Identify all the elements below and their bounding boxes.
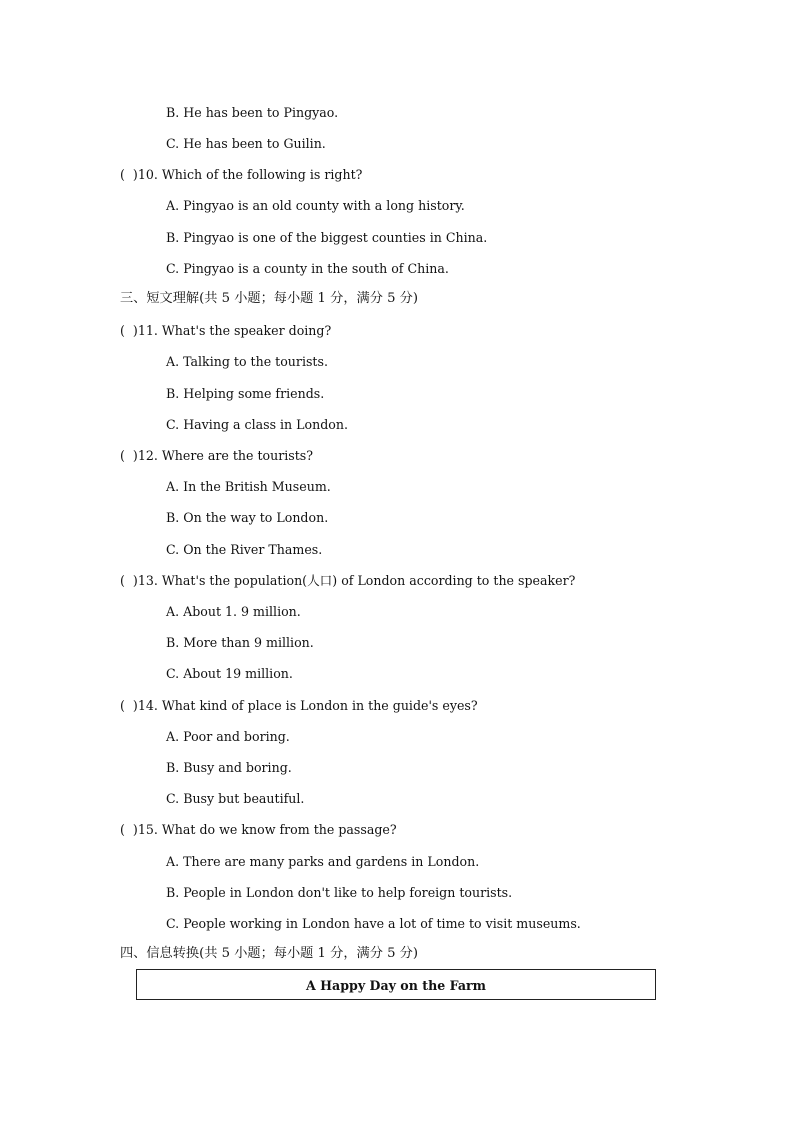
section-3-heading: 三、短文理解(共 5 小题；每小题 1 分，满分 5 分)	[120, 291, 418, 306]
info-table-title: A Happy Day on the Farm	[306, 978, 486, 993]
q12-option-b: B. On the way to London.	[166, 510, 329, 525]
q11-option-a: A. Talking to the tourists.	[166, 354, 328, 369]
q11-option-c: C. Having a class in London.	[166, 417, 348, 432]
q12-option-a: A. In the British Museum.	[166, 479, 331, 494]
q12-option-c: C. On the River Thames.	[166, 542, 323, 557]
q13-option-a: A. About 1. 9 million.	[166, 604, 301, 619]
q11-option-b: B. Helping some friends.	[166, 386, 325, 401]
q14-option-c: C. Busy but beautiful.	[166, 791, 305, 806]
q15-stem: ( )15. What do we know from the passage?	[120, 822, 397, 837]
q13-stem: ( )13. What's the population(人口) of London according to the speaker?	[120, 573, 576, 588]
q9-option-b: B. He has been to Pingyao.	[166, 105, 339, 120]
q10-option-c: C. Pingyao is a county in the south of China.	[166, 261, 449, 276]
q15-option-a: A. There are many parks and gardens in London.	[166, 854, 480, 869]
info-table-header-box	[136, 969, 656, 1000]
q14-option-a: A. Poor and boring.	[166, 729, 290, 744]
q11-stem: ( )11. What's the speaker doing?	[120, 323, 332, 338]
section-4-heading: 四、信息转换(共 5 小题；每小题 1 分，满分 5 分)	[120, 946, 418, 961]
q12-stem: ( )12. Where are the tourists?	[120, 448, 314, 463]
q14-stem: ( )14. What kind of place is London in the guide's eyes?	[120, 698, 478, 713]
q15-option-b: B. People in London don't like to help foreign tourists.	[166, 885, 513, 900]
q13-option-c: C. About 19 million.	[166, 666, 293, 681]
q10-option-b: B. Pingyao is one of the biggest counties in China.	[166, 230, 488, 245]
q15-option-c: C. People working in London have a lot of time to visit museums.	[166, 916, 581, 931]
q10-option-a: A. Pingyao is an old county with a long history.	[166, 198, 465, 213]
q9-option-c: C. He has been to Guilin.	[166, 136, 326, 151]
q10-stem: ( )10. Which of the following is right?	[120, 167, 363, 182]
q13-option-b: B. More than 9 million.	[166, 635, 314, 650]
q14-option-b: B. Busy and boring.	[166, 760, 292, 775]
